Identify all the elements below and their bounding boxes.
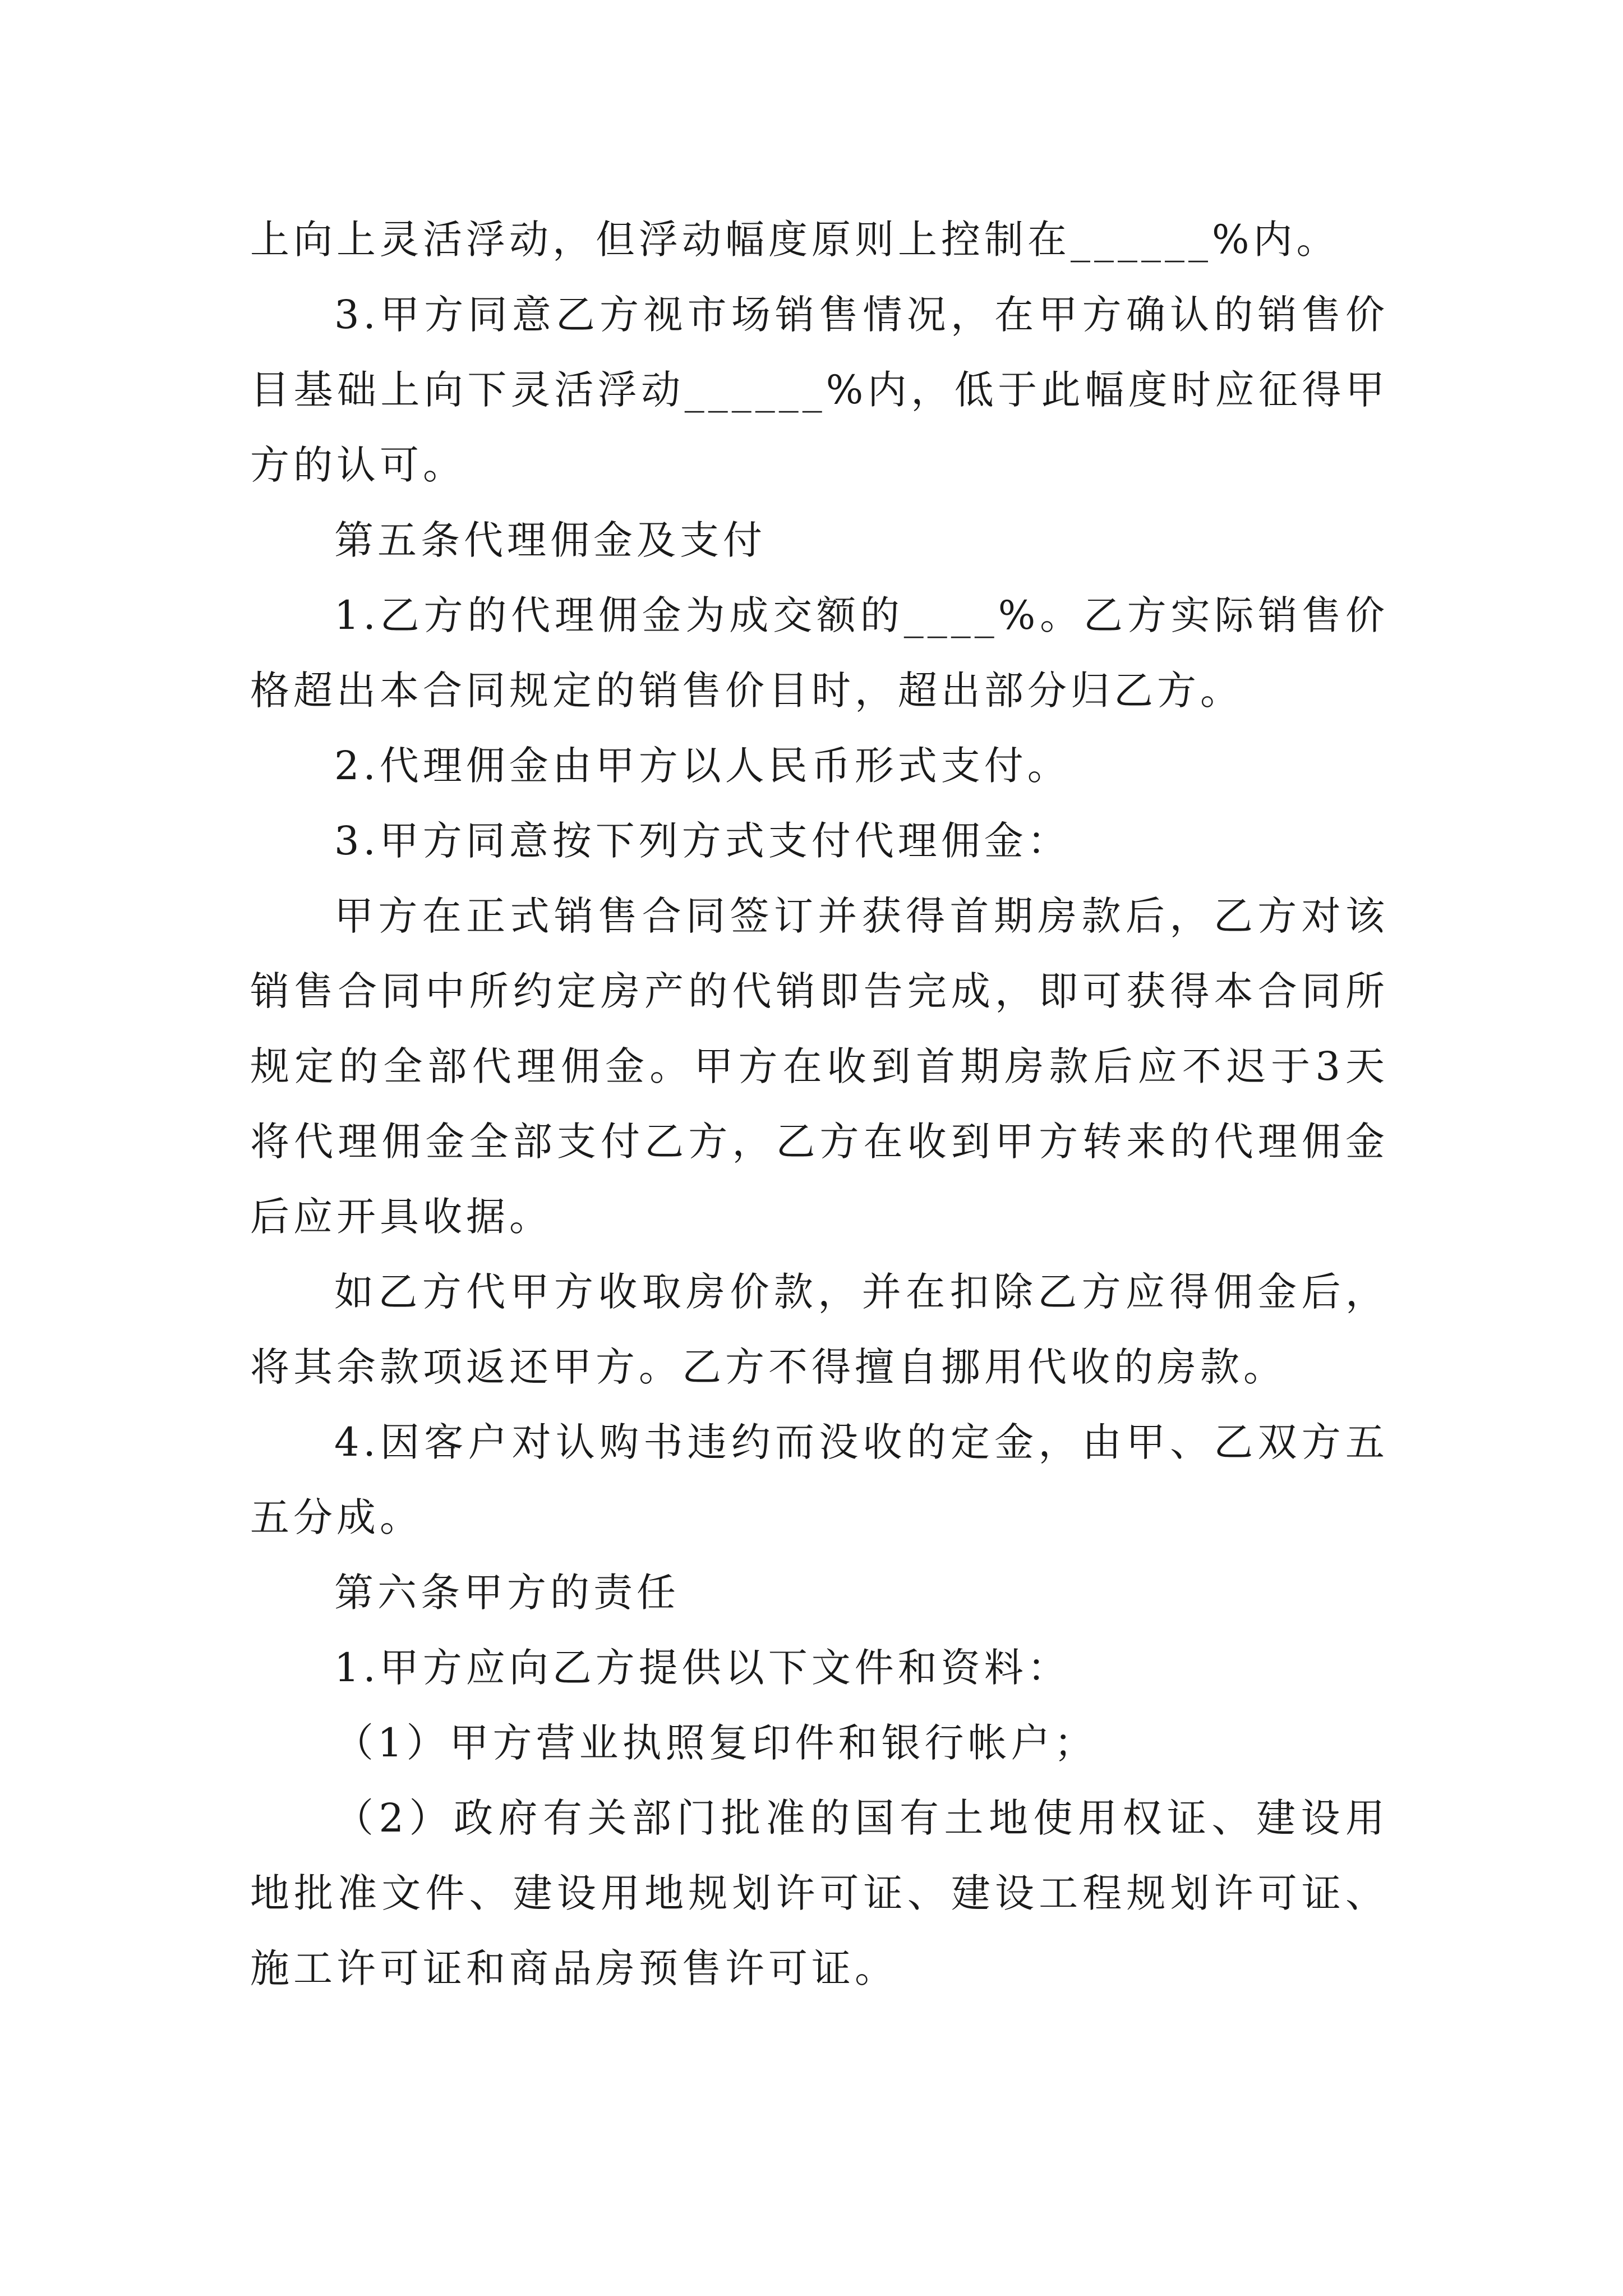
heading-article-5: 第五条代理佣金及支付 [334, 517, 766, 563]
heading-article-6: 第六条甲方的责任 [334, 1570, 680, 1616]
paragraph-government-permits: （2）政府有关部门批准的国有土地使用权证、建设用地批准文件、建设用地规划许可证、建设工程规划许可证、施工许可证和商品房预售许可证。 [250, 1795, 1389, 1991]
paragraph-price-float-down: 3.甲方同意乙方视市场销售情况，在甲方确认的销售价目基础上向下灵活浮动______%内，低于此幅度时应征得甲方的认可。 [250, 292, 1389, 488]
paragraph-deposit-split: 4.因客户对认购书违约而没收的定金，由甲、乙双方五五分成。 [250, 1419, 1389, 1540]
paragraph-commission-rate: 1.乙方的代理佣金为成交额的____%。乙方实际销售价格超出本合同规定的销售价目时，超出部分归乙方。 [250, 592, 1389, 714]
paragraph-business-license: （1）甲方营业执照复印件和银行帐户； [334, 1720, 1098, 1766]
paragraph-commission-currency: 2.代理佣金由甲方以人民币形式支付。 [334, 743, 1071, 789]
paragraph-collection-of-payment: 如乙方代甲方收取房价款，并在扣除乙方应得佣金后，将其余款项返还甲方。乙方不得擅自挪用代收的房款。 [250, 1269, 1389, 1390]
paragraph-documents-required: 1.甲方应向乙方提供以下文件和资料： [334, 1645, 1071, 1691]
paragraph-commission-method: 3.甲方同意按下列方式支付代理佣金： [334, 818, 1071, 864]
paragraph-price-float-up: 上向上灵活浮动，但浮动幅度原则上控制在______%内。 [250, 217, 1340, 263]
document-body [250, 202, 1389, 2006]
paragraph-commission-timing: 甲方在正式销售合同签订并获得首期房款后，乙方对该销售合同中所约定房产的代销即告完成，即可获得本合同所规定的全部代理佣金。甲方在收到首期房款后应不迟于3天将代理佣金全部支付乙方，乙方在收到甲方转来的代理佣金后应开具收据。 [250, 893, 1389, 1240]
